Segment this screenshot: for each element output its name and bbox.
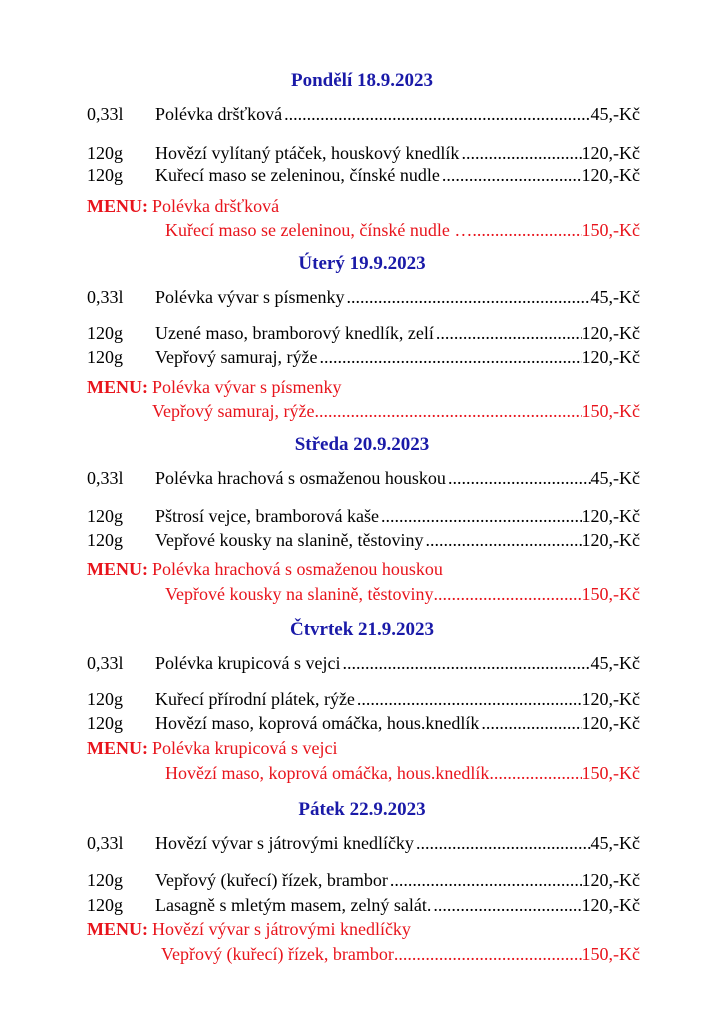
item-price: 45,-Kč xyxy=(590,653,640,673)
day-title-friday: Pátek 22.9.2023 xyxy=(298,799,426,820)
menu-main: Hovězí maso, koprová omáčka, hous.knedlík xyxy=(165,763,490,783)
soup-line xyxy=(87,103,640,125)
main-line xyxy=(87,142,640,164)
day-title-monday: Pondělí 18.9.2023 xyxy=(291,70,433,91)
item-name: Polévka krupicová s vejci xyxy=(155,653,341,673)
main-line xyxy=(87,688,640,710)
menu-price: 150,-Kč xyxy=(581,763,640,783)
menu-label: MENU: xyxy=(87,196,148,216)
soup-line xyxy=(87,467,640,489)
item-quantity: 0,33l xyxy=(87,833,124,853)
menu-price: 150,-Kč xyxy=(581,220,640,240)
item-quantity: 0,33l xyxy=(87,468,124,488)
item-price: 120,-Kč xyxy=(581,870,640,890)
menu-label: MENU: xyxy=(87,738,148,758)
menu-soup-line xyxy=(87,195,640,217)
soup-line xyxy=(87,286,640,308)
item-price: 45,-Kč xyxy=(590,104,640,124)
menu-main-line xyxy=(87,400,640,422)
main-line xyxy=(87,346,640,368)
item-name: Hovězí vylítaný ptáček, houskový knedlík xyxy=(155,143,460,163)
item-quantity: 0,33l xyxy=(87,287,124,307)
soup-line xyxy=(87,832,640,854)
item-name: Vepřový (kuřecí) řízek, brambor xyxy=(155,870,388,890)
item-price: 45,-Kč xyxy=(590,468,640,488)
item-quantity: 0,33l xyxy=(87,653,124,673)
item-quantity: 120g xyxy=(87,689,123,709)
menu-soup: Hovězí vývar s játrovými knedlíčky xyxy=(152,919,411,939)
main-line xyxy=(87,164,640,186)
item-price: 120,-Kč xyxy=(581,895,640,915)
main-line xyxy=(87,869,640,891)
menu-label: MENU: xyxy=(87,377,148,397)
main-line xyxy=(87,505,640,527)
menu-soup-line xyxy=(87,376,640,398)
item-price: 45,-Kč xyxy=(590,833,640,853)
item-quantity: 120g xyxy=(87,895,123,915)
menu-soup-line xyxy=(87,558,640,580)
item-price: 120,-Kč xyxy=(581,347,640,367)
item-price: 45,-Kč xyxy=(590,287,640,307)
item-name: Polévka vývar s písmenky xyxy=(155,287,345,307)
day-title-wednesday: Středa 20.9.2023 xyxy=(294,434,430,455)
menu-main-line xyxy=(87,762,640,784)
item-name: Polévka dršťková xyxy=(155,104,283,124)
item-price: 120,-Kč xyxy=(581,323,640,343)
menu-label: MENU: xyxy=(87,559,148,579)
item-quantity: 120g xyxy=(87,870,123,890)
menu-main: Vepřový (kuřecí) řízek, brambor xyxy=(161,944,394,964)
item-name: Pštrosí vejce, bramborová kaše xyxy=(155,506,379,526)
menu-soup-line xyxy=(87,918,640,940)
item-price: 120,-Kč xyxy=(581,165,640,185)
main-line xyxy=(87,712,640,734)
item-name: Polévka hrachová s osmaženou houskou xyxy=(155,468,446,488)
menu-price: 150,-Kč xyxy=(581,944,640,964)
menu-main-line xyxy=(87,943,640,965)
day-title-tuesday: Úterý 19.9.2023 xyxy=(298,253,426,274)
item-quantity: 0,33l xyxy=(87,104,124,124)
item-name: Vepřový samuraj, rýže xyxy=(155,347,318,367)
item-name: Kuřecí přírodní plátek, rýže xyxy=(155,689,355,709)
menu-soup: Polévka krupicová s vejci xyxy=(152,738,338,758)
menu-price: 150,-Kč xyxy=(581,401,640,421)
menu-main-line xyxy=(87,583,640,605)
menu-soup: Polévka dršťková xyxy=(152,196,280,216)
main-line xyxy=(87,529,640,551)
item-name: Kuřecí maso se zeleninou, čínské nudle xyxy=(155,165,440,185)
item-quantity: 120g xyxy=(87,323,123,343)
menu-price: 150,-Kč xyxy=(581,584,640,604)
item-quantity: 120g xyxy=(87,713,123,733)
item-price: 120,-Kč xyxy=(581,689,640,709)
item-price: 120,-Kč xyxy=(581,713,640,733)
item-quantity: 120g xyxy=(87,347,123,367)
item-quantity: 120g xyxy=(87,165,123,185)
item-quantity: 120g xyxy=(87,143,123,163)
item-price: 120,-Kč xyxy=(581,506,640,526)
menu-main-line xyxy=(87,219,640,241)
item-quantity: 120g xyxy=(87,506,123,526)
menu-soup: Polévka hrachová s osmaženou houskou xyxy=(152,559,443,579)
item-name: Hovězí maso, koprová omáčka, hous.knedlík xyxy=(155,713,480,733)
menu-soup-line xyxy=(87,737,640,759)
menu-soup: Polévka vývar s písmenky xyxy=(152,377,342,397)
item-quantity: 120g xyxy=(87,530,123,550)
soup-line xyxy=(87,652,640,674)
item-name: Uzené maso, bramborový knedlík, zelí xyxy=(155,323,434,343)
item-name: Vepřové kousky na slanině, těstoviny xyxy=(155,530,424,550)
item-name: Hovězí vývar s játrovými knedlíčky xyxy=(155,833,414,853)
item-name: Lasagně s mletým masem, zelný salát. xyxy=(155,895,432,915)
item-price: 120,-Kč xyxy=(581,143,640,163)
main-line xyxy=(87,322,640,344)
item-price: 120,-Kč xyxy=(581,530,640,550)
menu-label: MENU: xyxy=(87,919,148,939)
main-line xyxy=(87,894,640,916)
menu-main: Vepřový samuraj, rýže xyxy=(152,401,315,421)
menu-main: Kuřecí maso se zeleninou, čínské nudle … xyxy=(165,220,473,240)
menu-main: Vepřové kousky na slanině, těstoviny xyxy=(165,584,434,604)
day-title-thursday: Čtvrtek 21.9.2023 xyxy=(289,619,435,640)
